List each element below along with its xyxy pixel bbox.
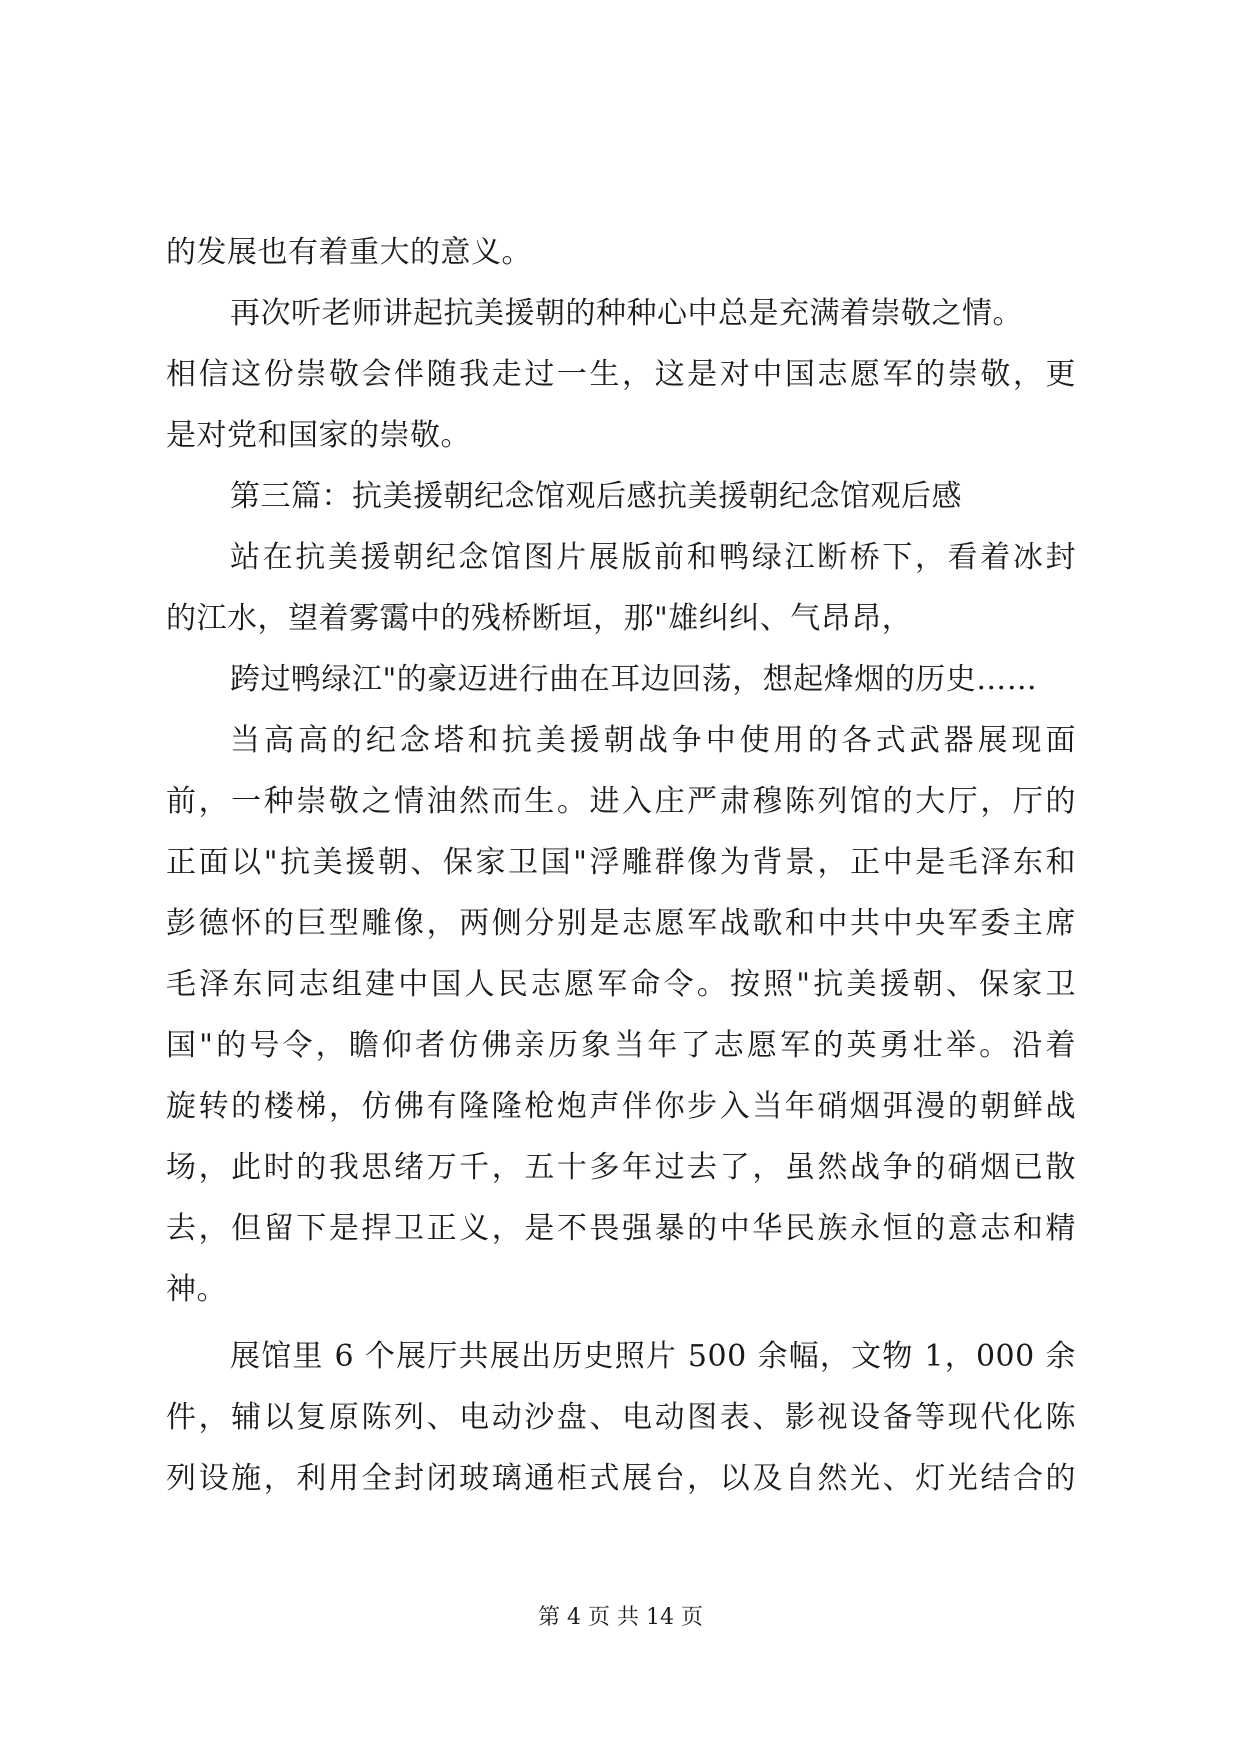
paragraph-line: 去，但留下是捍卫正义，是不畏强暴的中华民族永恒的意志和精 <box>166 1211 1076 1246</box>
paragraph-line: 国"的号令，瞻仰者仿佛亲历象当年了志愿军的英勇壮举。沿着 <box>166 1028 1076 1063</box>
paragraph-line: 展馆里 6 个展厅共展出历史照片 500 余幅，文物 1，000 余 <box>230 1339 1076 1374</box>
paragraph-line: 站在抗美援朝纪念馆图片展版前和鸭绿江断桥下，看着冰封 <box>230 540 1076 575</box>
paragraph-line: 列设施，利用全封闭玻璃通柜式展台，以及自然光、灯光结合的 <box>166 1461 1076 1496</box>
paragraph-line: 的发展也有着重大的意义。 <box>166 235 532 270</box>
page-footer: 第 4 页 共 14 页 <box>538 1605 703 1630</box>
paragraph-line: 场，此时的我思绪万千，五十多年过去了，虽然战争的硝烟已散 <box>166 1150 1076 1185</box>
paragraph-line: 毛泽东同志组建中国人民志愿军命令。按照"抗美援朝、保家卫 <box>166 967 1076 1002</box>
paragraph-line: 旋转的楼梯，仿佛有隆隆枪炮声伴你步入当年硝烟弭漫的朝鲜战 <box>166 1089 1076 1124</box>
paragraph-line: 神。 <box>166 1272 227 1307</box>
paragraph-line: 正面以"抗美援朝、保家卫国"浮雕群像为背景，正中是毛泽东和 <box>166 845 1076 880</box>
paragraph-line: 的江水，望着雾霭中的残桥断垣，那"雄纠纠、气昂昂， <box>166 601 913 636</box>
paragraph-line: 前，一种崇敬之情油然而生。进入庄严肃穆陈列馆的大厅，厅的 <box>166 784 1076 819</box>
paragraph-line: 相信这份崇敬会伴随我走过一生，这是对中国志愿军的崇敬，更 <box>166 357 1076 392</box>
document-body <box>166 222 1076 1509</box>
paragraph-line: 彭德怀的巨型雕像，两侧分别是志愿军战歌和中共中央军委主席 <box>166 906 1076 941</box>
paragraph-line: 再次听老师讲起抗美援朝的种种心中总是充满着崇敬之情。 <box>230 296 1023 331</box>
paragraph-line: 跨过鸭绿江"的豪迈进行曲在耳边回荡，想起烽烟的历史…… <box>230 662 1038 697</box>
paragraph-line: 是对党和国家的崇敬。 <box>166 418 471 453</box>
paragraph-line: 当高高的纪念塔和抗美援朝战争中使用的各式武器展现面 <box>230 723 1076 758</box>
paragraph-line: 件，辅以复原陈列、电动沙盘、电动图表、影视设备等现代化陈 <box>166 1400 1076 1435</box>
section-heading: 第三篇：抗美援朝纪念馆观后感抗美援朝纪念馆观后感 <box>230 479 962 514</box>
